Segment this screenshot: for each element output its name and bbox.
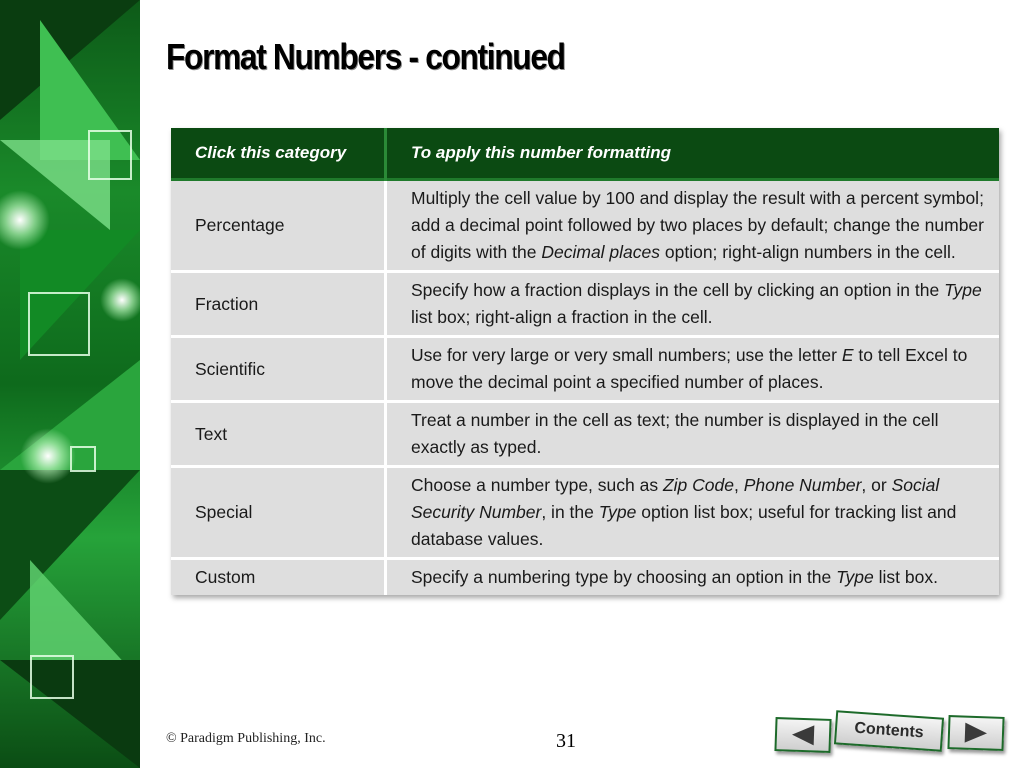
- next-slide-button[interactable]: [947, 715, 1004, 751]
- arrow-left-icon: [792, 725, 815, 746]
- table-row: [171, 337, 999, 402]
- contents-button[interactable]: Contents: [834, 710, 944, 751]
- table-row: [171, 180, 999, 272]
- description-text: to tell Excel to move the decimal point a specified number of places.: [411, 345, 968, 392]
- description-italic-text: E: [841, 345, 854, 365]
- number-format-table: [171, 128, 999, 595]
- description-cell: [386, 559, 1000, 596]
- description-cell: [386, 402, 1000, 467]
- previous-slide-button[interactable]: [774, 717, 831, 753]
- description-italic-text: Zip Code: [662, 475, 734, 495]
- description-text: Specify how a fraction displays in the cell by clicking an option in the: [411, 280, 945, 300]
- description-text: Use for very large or very small numbers; use the letter: [411, 345, 842, 365]
- decorative-green-sidebar: [0, 0, 140, 768]
- description-italic-text: Decimal places: [541, 242, 661, 262]
- category-cell: Scientific: [171, 337, 386, 402]
- description-cell: [386, 180, 1000, 272]
- description-text: , in the: [541, 502, 599, 522]
- arrow-right-icon: [965, 723, 988, 744]
- category-cell: Percentage: [171, 180, 386, 272]
- description-text: list box.: [873, 567, 938, 587]
- category-cell: Text: [171, 402, 386, 467]
- description-italic-text: Phone Number: [743, 475, 862, 495]
- table-header-row: [171, 128, 999, 180]
- description-italic-text: Type: [944, 280, 982, 300]
- description-text: ,: [733, 475, 744, 495]
- description-text: option; right-align numbers in the cell.: [660, 242, 956, 262]
- table-row: [171, 402, 999, 467]
- slide-title: Format Numbers - continued: [166, 36, 565, 77]
- description-text: list box; right-align a fraction in the cell.: [411, 307, 713, 327]
- description-italic-text: Social Security Number: [411, 475, 940, 522]
- table-row: [171, 559, 999, 596]
- header-formatting: To apply this number formatting: [386, 128, 1000, 180]
- description-text: Specify a numbering type by choosing an option in the: [411, 567, 837, 587]
- header-category: Click this category: [171, 128, 386, 180]
- description-text: Choose a number type, such as: [411, 475, 663, 495]
- description-text: option list box; useful for tracking list and database values.: [411, 502, 957, 549]
- description-cell: [386, 272, 1000, 337]
- description-text: , or: [861, 475, 892, 495]
- category-cell: Special: [171, 467, 386, 559]
- description-italic-text: Type: [598, 502, 637, 522]
- page-number: 31: [556, 730, 576, 752]
- description-text: Multiply the cell value by 100 and display the result with a percent symbol; add a decimal point followed by two places by default; change the number of digits with the: [411, 188, 984, 262]
- description-text: Treat a number in the cell as text; the number is displayed in the cell exactly as typed.: [411, 410, 939, 457]
- category-cell: Fraction: [171, 272, 386, 337]
- description-cell: [386, 337, 1000, 402]
- category-cell: Custom: [171, 559, 386, 596]
- table-row: [171, 467, 999, 559]
- copyright-text: © Paradigm Publishing, Inc.: [166, 731, 326, 746]
- description-cell: [386, 467, 1000, 559]
- description-italic-text: Type: [836, 567, 874, 587]
- table-row: [171, 272, 999, 337]
